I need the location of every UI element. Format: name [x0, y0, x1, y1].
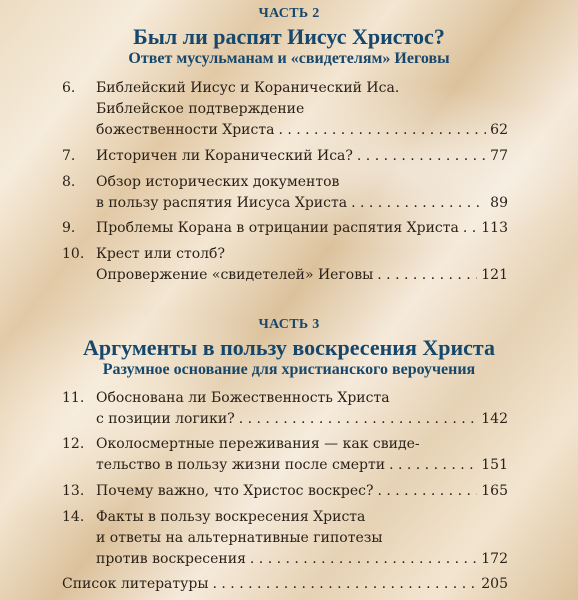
entry-title-line: божественности Христа	[96, 122, 275, 138]
entry-title-line: Библейское подтверждение	[96, 101, 305, 117]
entry-title-line: против воскресения	[96, 551, 246, 567]
entry-leader-row	[96, 148, 508, 164]
entry-title-line: с позиции логики?	[96, 411, 235, 427]
entry-title-line: Историчен ли Коранический Иса?	[96, 148, 353, 164]
entry-leader-row	[96, 122, 508, 138]
entry-number: 13.	[62, 483, 85, 499]
entry-title-line: в пользу распятия Иисуса Христа	[96, 195, 348, 211]
page-number: 121	[481, 267, 508, 283]
entry-title-line: Опровержение «свидетелей» Иеговы	[96, 267, 374, 283]
dot-leader	[357, 148, 486, 164]
entry-leader-row	[96, 220, 508, 236]
page-number: 62	[490, 122, 508, 138]
page-number: 151	[481, 457, 508, 473]
page-number: 165	[481, 483, 508, 499]
dot-leader	[351, 195, 486, 211]
entry-number: 8.	[62, 174, 76, 190]
dot-leader	[278, 122, 486, 138]
entry-title-line: и ответы на альтернативные гипотезы	[96, 530, 383, 546]
page-number: 113	[481, 220, 508, 236]
part-3-label: ЧАСТЬ 3	[258, 317, 320, 332]
entry-title-line: тельство в пользу жизни после смерти	[96, 457, 386, 473]
entry-leader-row	[96, 457, 508, 473]
page-number: 89	[490, 195, 508, 211]
entry-title-line: Обзор исторических документов	[96, 174, 340, 190]
part-2-subtitle: Ответ мусульманам и «свидетелям» Иеговы	[128, 50, 450, 67]
entry-title-line: Околосмертные переживания — как свиде-	[96, 436, 420, 452]
dot-leader	[389, 457, 477, 473]
entry-number: 7.	[62, 148, 76, 164]
entry-leader-row	[96, 483, 508, 499]
dot-leader	[377, 267, 477, 283]
entry-title-line: Крест или столб?	[96, 246, 225, 262]
entry-number: 12.	[62, 436, 85, 452]
dot-leader	[250, 551, 477, 567]
dot-leader	[213, 576, 478, 592]
entry-leader-row	[96, 411, 508, 427]
dot-leader	[377, 483, 477, 499]
entry-leader-row	[96, 195, 508, 211]
entry-title-line: Библейский Иисус и Коранический Иса.	[96, 80, 400, 96]
part-2-label: ЧАСТЬ 2	[258, 6, 320, 21]
entry-title-line: Обоснована ли Божественность Христа	[96, 390, 390, 406]
entry-number: 6.	[62, 80, 76, 96]
dot-leader	[463, 220, 477, 236]
entry-number: 14.	[62, 509, 85, 525]
dot-leader	[239, 411, 478, 427]
page-number: 205	[481, 576, 508, 592]
entry-leader-row	[96, 267, 508, 283]
page-number: 77	[490, 148, 508, 164]
entry-title-line: Факты в пользу воскресения Христа	[96, 509, 366, 525]
bibliography-label: Список литературы	[62, 576, 209, 592]
page-number: 172	[481, 551, 508, 567]
part-3-title: Аргументы в пользу воскресения Христа	[83, 335, 495, 360]
part-2-title: Был ли распят Иисус Христос?	[133, 24, 445, 49]
entry-title-line: Проблемы Корана в отрицании распятия Христа	[96, 220, 459, 236]
entry-number: 9.	[62, 220, 76, 236]
part-3-subtitle: Разумное основание для христианского вероучения	[102, 361, 476, 378]
entry-number: 10.	[62, 246, 85, 262]
entry-number: 11.	[62, 390, 85, 406]
entry-title-line: Почему важно, что Христос воскрес?	[96, 483, 374, 499]
page-number: 142	[481, 411, 508, 427]
entry-leader-row	[62, 576, 508, 592]
entry-leader-row	[96, 551, 508, 567]
